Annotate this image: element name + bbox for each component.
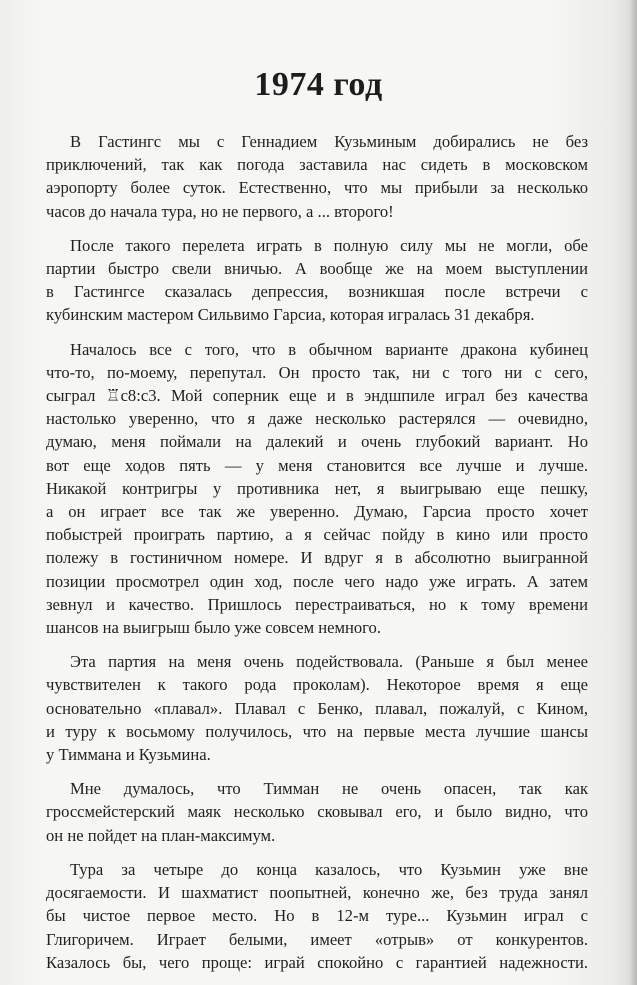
text-line: сыграл ♖c8:c3. Мой соперник еще и в эндшпиле играл без качества xyxy=(46,386,588,406)
text-line: вот еще ходов пять — у меня становится все лучше и лучше. xyxy=(46,455,588,475)
page-edge-shadow xyxy=(629,0,637,985)
text-line: и туру к восьмому получилось, что на первые места лучшие шансы xyxy=(46,721,588,741)
text-line: Началось все с того, что в обычном варианте дракона кубинец xyxy=(70,339,588,359)
text-line: что-то, по-моему, перепутал. Он просто так, ни с того ни с сего, xyxy=(46,362,588,382)
text-line: кубинским мастером Сильвимо Гарсиа, которая игралась 31 декабря. xyxy=(46,305,535,325)
text-line: он не пойдет на план-максимум. xyxy=(46,825,276,845)
text-line: настолько уверенно, что я даже несколько растерялся — очевидно, xyxy=(46,409,588,429)
paragraph-2 xyxy=(46,234,588,327)
text-line: бы чистое первое место. Но в 12-м туре... Кузьмин играл с xyxy=(46,906,588,926)
text-line: в Гастингсе сказалась депрессия, возникшая после встречи с xyxy=(46,282,588,302)
text-line: часов до начала тура, но не первого, а ... второго! xyxy=(46,201,394,221)
text-line: думаю, меня поймали на далекий и очень глубокий вариант. Но xyxy=(46,432,588,452)
text-line: После такого перелета играть в полную силу мы не могли, обе xyxy=(70,235,588,255)
text-line: зевнул и качество. Пришлось перестраиваться, но к тому времени xyxy=(46,594,588,614)
text-line: гроссмейстерский маяк несколько сковывал его, и было видно, что xyxy=(46,802,588,822)
body-text xyxy=(46,130,588,985)
text-line: позиции просмотрел один ход, после чего надо уже играть. А затем xyxy=(46,571,588,591)
text-line: а он играет все так же уверенно. Думаю, Гарсиа просто хочет xyxy=(46,502,588,522)
paragraph-6 xyxy=(46,858,588,974)
chapter-heading: 1974 год xyxy=(254,66,383,103)
text-line: досягаемости. И шахматист поопытней, конечно же, без труда занял xyxy=(46,883,588,903)
text-line: Тура за четыре до конца казалось, что Кузьмин уже вне xyxy=(70,859,588,879)
text-line: В Гастингс мы с Геннадием Кузьминым добирались не без xyxy=(70,132,588,151)
text-line: Глигоричем. Играет белыми, имеет «отрыв» от конкурентов. xyxy=(46,929,588,949)
text-line: у Тиммана и Кузьмина. xyxy=(46,745,211,765)
paragraph-1 xyxy=(46,130,588,223)
text-line: партии быстро свели вничью. А вообще же на моем выступлении xyxy=(46,259,588,279)
text-line: полежу в гостиничном номере. И вдруг я в абсолютно выигранной xyxy=(46,548,588,568)
paragraph-5 xyxy=(46,777,588,847)
text-line: Мне думалось, что Тимман не очень опасен, так как xyxy=(70,779,588,799)
text-line: приключений, так как погода заставила нас сидеть в московском xyxy=(46,155,588,175)
text-line: Эта партия на меня очень подействовала. (Раньше я был менее xyxy=(70,652,588,672)
paragraph-4 xyxy=(46,650,588,766)
text-line: основательно «плавал». Плавал с Бенко, плавал, пожалуй, с Кином, xyxy=(46,698,588,718)
text-line: аэропорту более суток. Естественно, что мы прибыли за несколько xyxy=(46,178,588,198)
text-line: чувствителен к такого рода проколам). Некоторое время я еще xyxy=(46,675,588,695)
text-line: Никакой контригры у противника нет, я выигрываю еще пешку, xyxy=(46,478,588,498)
text-line: побыстрей проиграть партию, а я сейчас пойду в кино или просто xyxy=(46,525,588,545)
text-line: Казалось бы, чего проще: играй спокойно с гарантией надежности. xyxy=(46,952,588,972)
paragraph-3 xyxy=(46,338,588,640)
text-line: шансов на выигрыш было уже совсем немного. xyxy=(46,618,382,638)
